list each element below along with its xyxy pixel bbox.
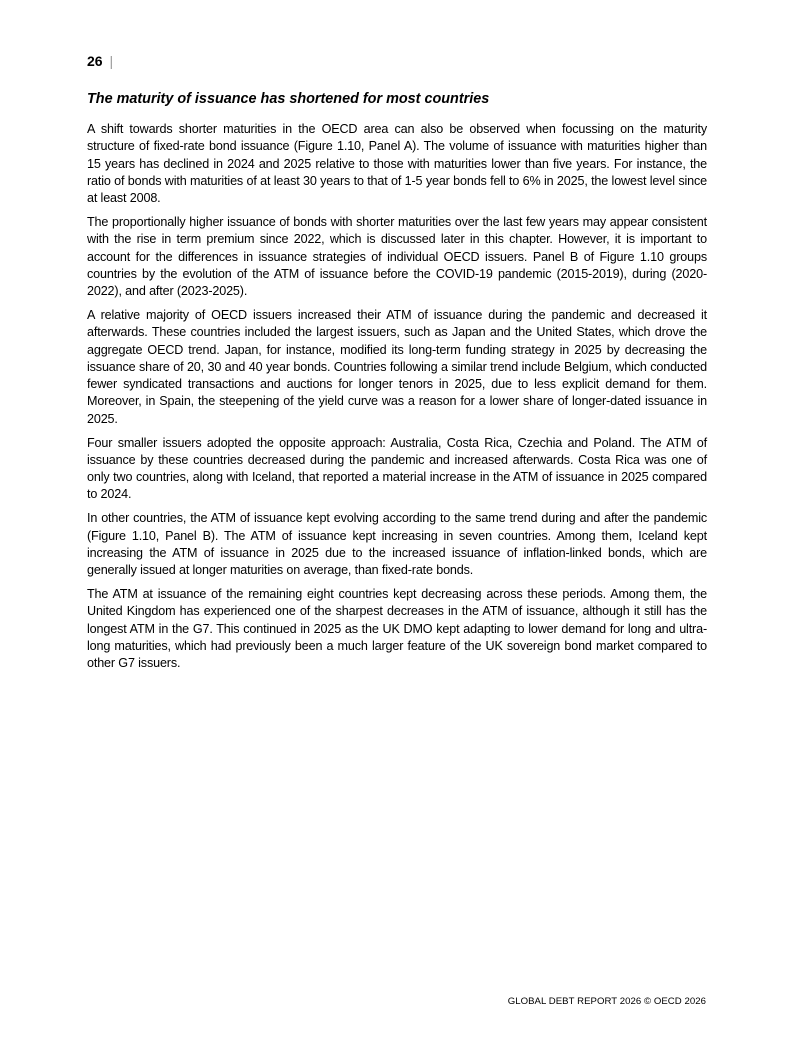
paragraph-maturity-structure: A shift towards shorter maturities in the OECD area can also be observed when focussing on the maturity structure of fixed-rate bond issuance (Figure 1.10, Panel A). The volume of issuance with maturities higher than 15 years has declined in 2024 and 2025 relative to those with maturities lower than five years. For instance, the ratio of bonds with maturities of at least 30 years to that of 1-5 year bonds fell to 6% in 2025, the lowest level since at least 2008.: [87, 122, 707, 206]
paragraph-decreasing-atm: The ATM at issuance of the remaining eight countries kept decreasing across these periods. Among them, the United Kingdom has experienced one of the sharpest decreases in the ATM of issuance, although it still has the longest ATM in the G7. This continued in 2025 as the UK DMO kept adapting to lower demand for long and ultra-long maturities, which had previously been a much larger feature of the UK sovereign bond market compared to other G7 issuers.: [87, 586, 707, 671]
page-number: 26: [87, 53, 103, 69]
paragraph-smaller-issuers: Four smaller issuers adopted the opposite approach: Australia, Costa Rica, Czechia and Poland. The ATM of issuance by these countries decreased during the pandemic and increased afterwards. Costa Rica was one of only two countries, along with Iceland, that reported a material increase in the ATM of issuance in 2025 compared to 2024.: [87, 435, 707, 502]
page-number-separator: |: [109, 53, 114, 69]
paragraph-term-premium: The proportionally higher issuance of bonds with shorter maturities over the last few years may appear consistent with the rise in term premium since 2022, which is discussed later in this chapter. However, it is important to account for the differences in issuance strategies of individual OECD issuers. Panel B of Figure 1.10 groups countries by the evolution of the ATM of issuance before the COVID-19 pandemic (2015-2019), during (2020-2022), and after (2023-2025).: [87, 214, 707, 299]
paragraph-majority-issuers: A relative majority of OECD issuers increased their ATM of issuance during the pandemic and decreased it afterwards. These countries included the largest issuers, such as Japan and the United States, which drove the aggregate OECD trend. Japan, for instance, modified its long-term funding strategy in 2025 by decreasing the issuance share of 20, 30 and 40 year bonds. Countries following a similar trend include Belgium, which conducted fewer syndicated transactions and auctions for longer tenors in 2025, due to less explicit demand for them. Moreover, in Spain, the steepening of the yield curve was a reason for a lower share of longer-dated issuance in 2025.: [87, 307, 707, 426]
section-title: The maturity of issuance has shortened for most countries: [87, 91, 490, 107]
paragraph-increasing-atm: In other countries, the ATM of issuance kept evolving according to the same trend during and after the pandemic (Figure 1.10, Panel B). The ATM of issuance kept increasing in seven countries. Among them, Iceland kept increasing the ATM of issuance in 2025 due to the increased issuance of inflation-linked bonds, which are generally issued at longer maturities on average, than fixed-rate bonds.: [87, 511, 707, 578]
body-text: [87, 121, 707, 679]
page-footer: GLOBAL DEBT REPORT 2026 © OECD 2026: [507, 996, 706, 1007]
page-header: [87, 52, 113, 70]
